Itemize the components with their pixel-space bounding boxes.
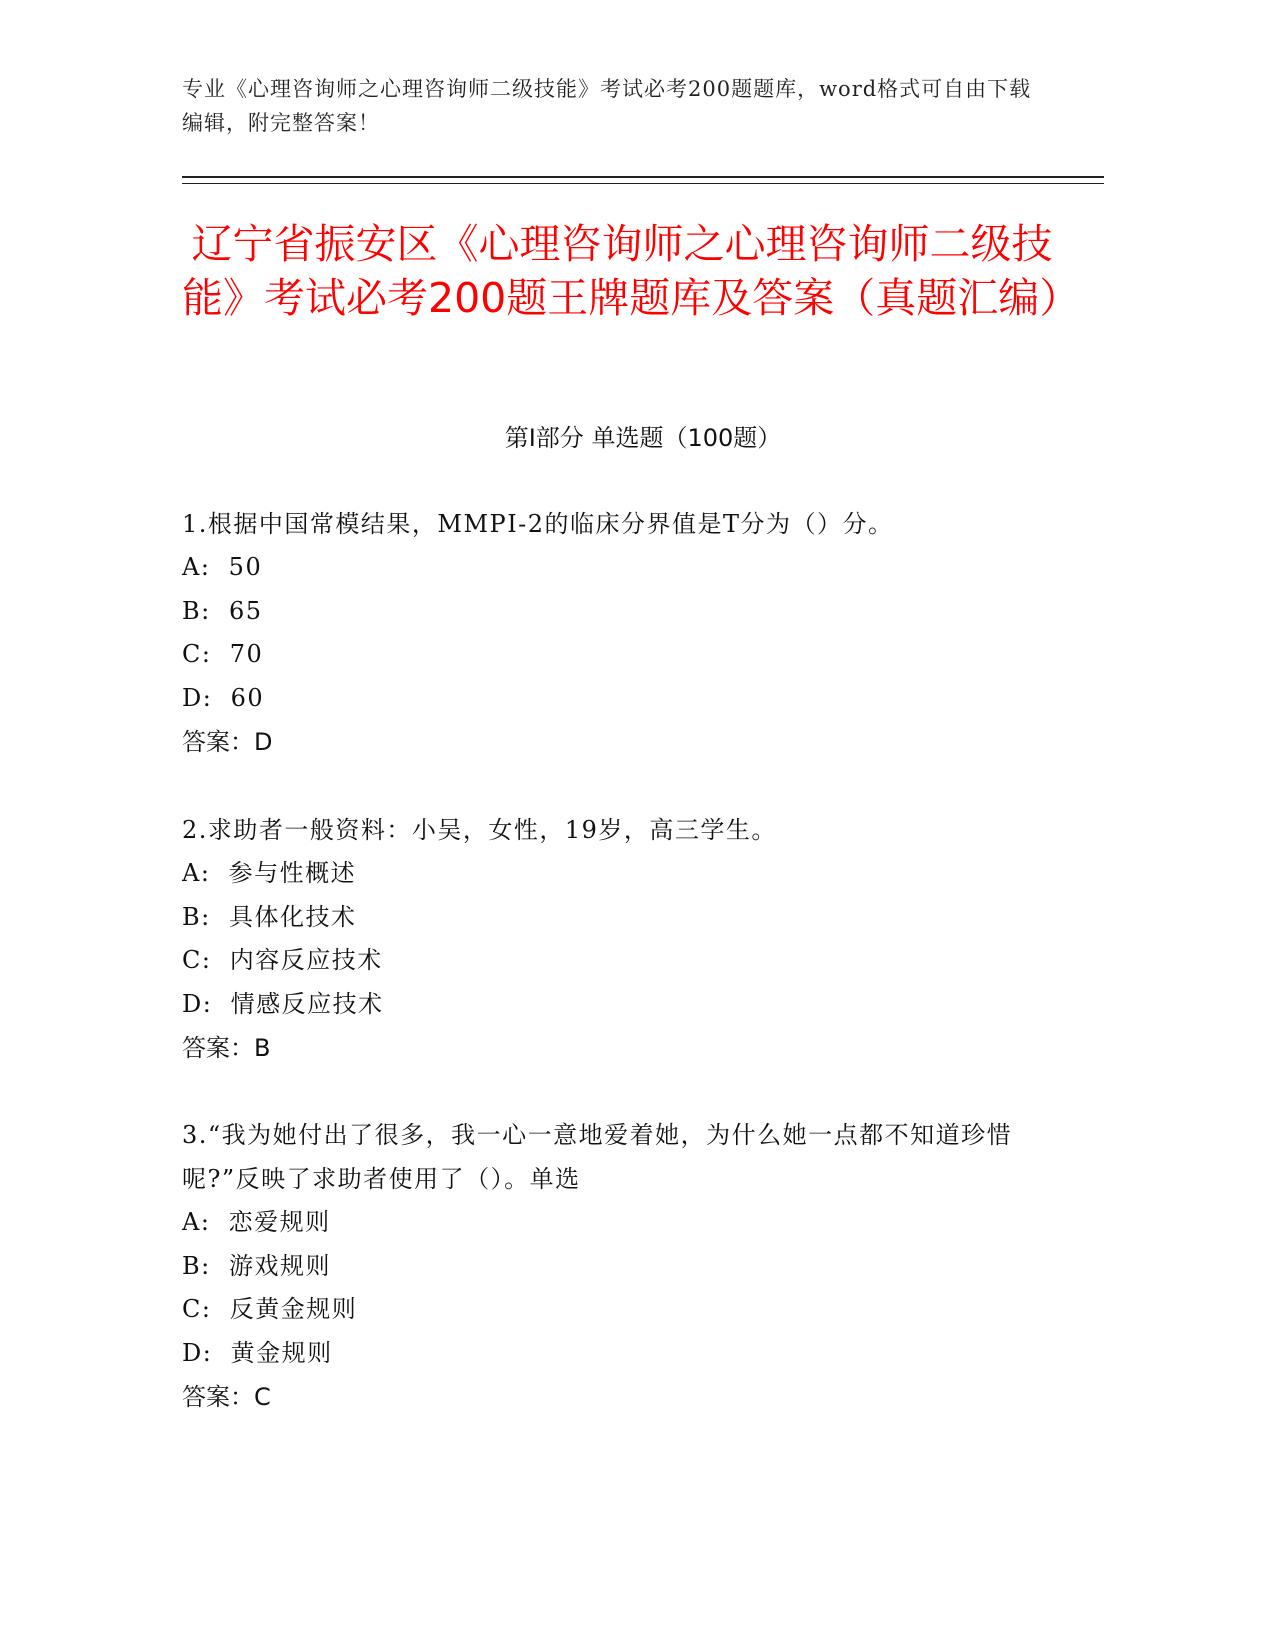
option-b: B: 65 xyxy=(182,596,263,625)
question-text: 1.根据中国常模结果，MMPI-2的临床分界值是T分为（）分。 xyxy=(182,510,894,538)
document-title: 辽宁省振安区《心理咨询师之心理咨询师二级技能》考试必考200题王牌题库及答案（真题汇编） xyxy=(182,220,1081,322)
question-1 xyxy=(182,502,1022,764)
option-a: A: 恋爱规则 xyxy=(182,1208,331,1236)
option-c: C: 反黄金规则 xyxy=(182,1295,358,1323)
section-title: 第I部分 单选题（100题） xyxy=(504,424,782,452)
answer-line xyxy=(182,1375,1022,1419)
answer-line xyxy=(182,720,1022,764)
option-b: B: 具体化技术 xyxy=(182,902,357,931)
option-b: B: 游戏规则 xyxy=(182,1251,331,1280)
answer-value: D xyxy=(254,728,273,756)
answer-prefix: 答案： xyxy=(182,1034,254,1062)
header-divider-thin xyxy=(182,183,1104,184)
header-divider-thick xyxy=(182,176,1104,178)
answer-value: C xyxy=(254,1383,271,1411)
answer-line xyxy=(182,1026,1022,1070)
option-d: D: 黄金规则 xyxy=(182,1338,333,1367)
question-3 xyxy=(182,1113,1022,1419)
option-d: D: 情感反应技术 xyxy=(182,989,384,1018)
option-a: A: 50 xyxy=(182,553,263,581)
option-a: A: 参与性概述 xyxy=(182,859,357,887)
answer-prefix: 答案： xyxy=(182,728,254,756)
option-c: C: 70 xyxy=(182,640,264,668)
header-note: 专业《心理咨询师之心理咨询师二级技能》考试必考200题题库，word格式可自由下载编辑，附完整答案！ xyxy=(182,77,1032,135)
question-text: 3.“我为她付出了很多，我一心一意地爱着她，为什么她一点都不知道珍惜呢?”反映了求助者使用了（）。单选 xyxy=(182,1121,1013,1193)
option-d: D: 60 xyxy=(182,683,265,712)
answer-value: B xyxy=(254,1034,271,1062)
question-text: 2.求助者一般资料：小吴，女性，19岁，高三学生。 xyxy=(182,816,777,844)
question-2 xyxy=(182,808,1022,1070)
answer-prefix: 答案： xyxy=(182,1383,254,1411)
option-c: C: 内容反应技术 xyxy=(182,946,383,974)
